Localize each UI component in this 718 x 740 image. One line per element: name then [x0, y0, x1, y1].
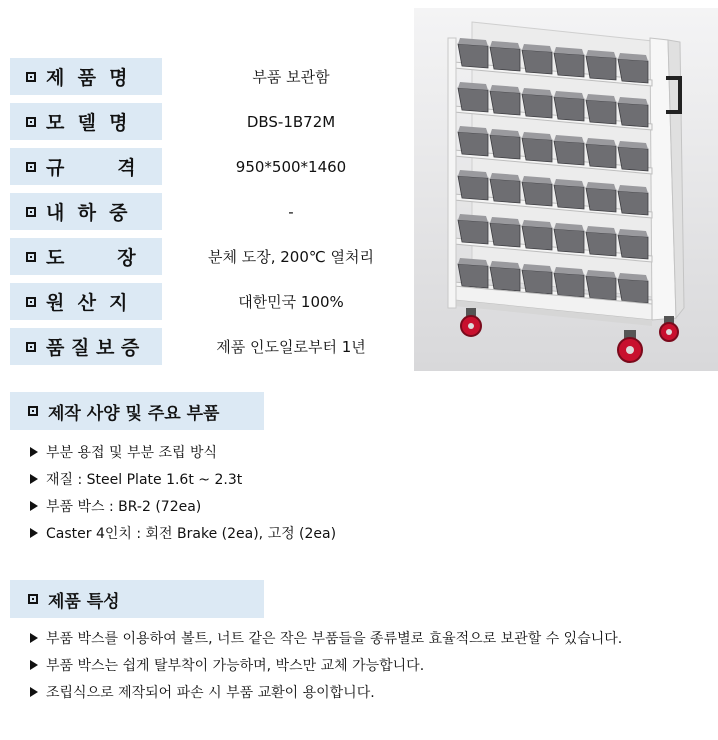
spec-label: 품 질 보 증	[10, 328, 162, 365]
parts-bin	[586, 188, 616, 212]
spec-value: DBS-1B72M	[246, 112, 336, 131]
spec-value: 부품 보관함	[252, 68, 330, 86]
parts-bin	[554, 53, 584, 77]
spec-row-load	[10, 193, 410, 230]
spec-label: 규 격	[10, 148, 162, 185]
list-item: 부품 박스는 쉽게 탈부착이 가능하며, 박스만 교체 가능합니다.	[30, 651, 622, 678]
parts-bin	[618, 279, 648, 303]
spec-value: -	[288, 202, 294, 221]
square-bullet-icon	[26, 117, 36, 127]
square-bullet-icon	[26, 162, 36, 172]
parts-bin	[490, 223, 520, 247]
parts-bin	[618, 147, 648, 171]
parts-bin	[554, 273, 584, 297]
parts-bin	[522, 94, 552, 118]
storage-rack-illustration	[414, 8, 718, 371]
parts-bin	[522, 182, 552, 206]
parts-bin	[458, 88, 488, 112]
list-item: Caster 4인치 : 회전 Brake (2ea), 고정 (2ea)	[30, 519, 336, 546]
triangle-bullet-icon	[30, 474, 38, 484]
square-bullet-icon	[26, 252, 36, 262]
square-bullet-icon	[28, 406, 38, 416]
parts-bin	[554, 141, 584, 165]
spec-value: 분체 도장, 200℃ 열처리	[208, 248, 374, 266]
parts-bin	[490, 47, 520, 71]
spec-label: 내 하 중	[10, 193, 162, 230]
triangle-bullet-icon	[30, 447, 38, 457]
parts-bin	[554, 229, 584, 253]
parts-bin	[490, 135, 520, 159]
triangle-bullet-icon	[30, 660, 38, 670]
parts-bin	[586, 276, 616, 300]
parts-bin	[458, 264, 488, 288]
list-item: 부분 용접 및 부분 조립 방식	[30, 438, 336, 465]
list-item: 부품 박스를 이용하여 볼트, 너트 같은 작은 부품들을 종류별로 효율적으로 보관할 수 있습니다.	[30, 624, 622, 651]
parts-bin	[522, 270, 552, 294]
spec-list	[30, 438, 336, 546]
spec-label: 도 장	[10, 238, 162, 275]
parts-bin	[458, 44, 488, 68]
parts-bin	[586, 56, 616, 80]
parts-bin	[522, 50, 552, 74]
parts-bin	[490, 267, 520, 291]
list-item: 재질 : Steel Plate 1.6t ~ 2.3t	[30, 465, 336, 492]
parts-bin	[586, 100, 616, 124]
parts-bin	[522, 226, 552, 250]
spec-row-warranty	[10, 328, 410, 365]
parts-bin	[618, 191, 648, 215]
section-header-specs: 제작 사양 및 주요 부품	[10, 392, 264, 430]
parts-bin	[458, 176, 488, 200]
parts-bin	[490, 179, 520, 203]
square-bullet-icon	[26, 342, 36, 352]
spec-value: 950*500*1460	[235, 157, 347, 176]
parts-bin	[490, 91, 520, 115]
triangle-bullet-icon	[30, 687, 38, 697]
spec-label: 모 델 명	[10, 103, 162, 140]
product-photo	[414, 8, 718, 371]
spec-row-model	[10, 103, 410, 140]
square-bullet-icon	[26, 297, 36, 307]
spec-row-coating	[10, 238, 410, 275]
square-bullet-icon	[26, 72, 36, 82]
spec-value: 대한민국 100%	[238, 293, 344, 311]
section-header-features: 제품 특성	[10, 580, 264, 618]
parts-bin	[554, 97, 584, 121]
parts-bin	[618, 103, 648, 127]
spec-row-dimensions	[10, 148, 410, 185]
parts-bin	[458, 132, 488, 156]
feature-list	[30, 624, 622, 705]
spec-row-origin	[10, 283, 410, 320]
list-item: 부품 박스 : BR-2 (72ea)	[30, 492, 336, 519]
triangle-bullet-icon	[30, 633, 38, 643]
spec-table	[10, 58, 410, 373]
triangle-bullet-icon	[30, 501, 38, 511]
spec-label: 원 산 지	[10, 283, 162, 320]
parts-bin	[554, 185, 584, 209]
parts-bin	[618, 59, 648, 83]
parts-bin	[586, 144, 616, 168]
parts-bin	[458, 220, 488, 244]
triangle-bullet-icon	[30, 528, 38, 538]
spec-label: 제 품 명	[10, 58, 162, 95]
parts-bin	[522, 138, 552, 162]
square-bullet-icon	[26, 207, 36, 217]
spec-value: 제품 인도일로부터 1년	[216, 338, 366, 356]
list-item: 조립식으로 제작되어 파손 시 부품 교환이 용이합니다.	[30, 678, 622, 705]
parts-bin	[618, 235, 648, 259]
parts-bin	[586, 232, 616, 256]
spec-row-product-name	[10, 58, 410, 95]
square-bullet-icon	[28, 594, 38, 604]
